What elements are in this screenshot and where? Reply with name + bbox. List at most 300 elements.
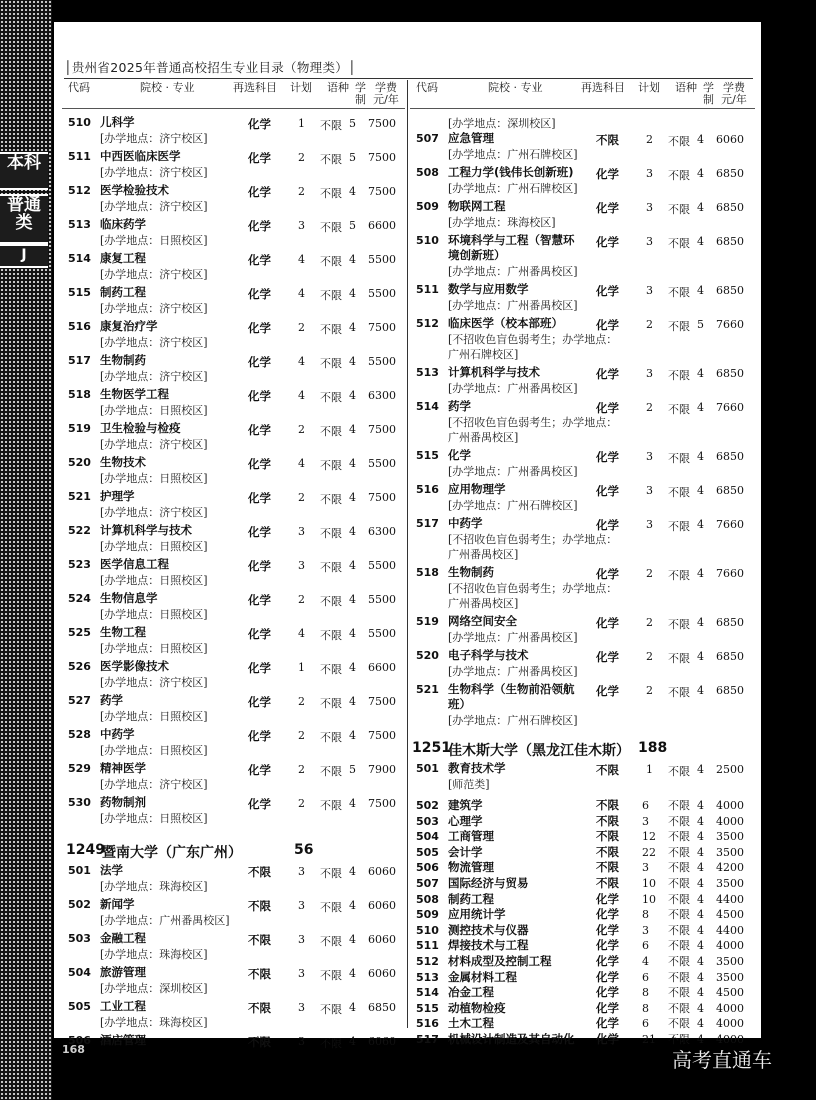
right-major-fee: 7660 [716,401,744,414]
right-major-subject: 化学 [596,284,619,298]
right-major-plan: 8 [642,908,649,922]
left-major-location: [办学地点：日照校区] [100,540,208,553]
left-major-subject: 不限 [248,1001,271,1015]
right-major-row-compact [410,892,755,907]
institution-total: 188 [638,740,668,756]
right-major-fee: 2500 [716,763,744,776]
right-major-duration: 4 [697,1001,704,1015]
left-major-duration: 4 [349,967,356,980]
right-major-name: 化学 [448,448,471,462]
right-major-language: 不限 [668,970,690,984]
right-major-row-compact [410,860,755,875]
left-hdr-subject: 再选科目 [233,81,277,94]
right-major-subject: 化学 [596,450,619,464]
right-major-plan: 2 [646,401,653,414]
right-major-duration: 4 [697,908,704,922]
left-major-code: 529 [68,762,91,775]
right-major-code: 507 [416,132,439,145]
right-major-language: 不限 [668,923,690,937]
left-major-row [62,252,405,286]
right-major-fee: 4000 [716,814,744,828]
right-major-fee: 4400 [716,892,744,906]
left-major-plan: 2 [298,593,305,606]
right-major-location: [办学地点：广州石牌校区] [448,499,578,512]
right-major-subject: 化学 [596,891,619,906]
left-major-plan: 4 [298,287,305,300]
left-major-fee: 5500 [368,593,396,606]
left-major-fee: 7500 [368,117,396,130]
left-major-code: 527 [68,694,91,707]
left-major-location: [办学地点：济宁校区] [100,200,208,213]
left-major-name: 新闻学 [100,897,135,911]
right-major-subject: 化学 [596,1016,619,1031]
right-major-plan: 2 [646,684,653,697]
right-major-row [410,399,755,444]
right-major-location-cont: 广州番禺校区] [448,597,519,610]
left-major-duration: 4 [349,185,356,198]
left-major-code: 515 [68,286,91,299]
left-major-name: 康复治疗学 [100,319,158,333]
institution-total: 56 [294,842,314,858]
left-major-duration: 4 [349,389,356,402]
left-major-plan: 3 [298,1001,305,1014]
left-major-plan: 4 [298,355,305,368]
left-major-subject: 化学 [248,559,271,573]
right-major-subject: 化学 [596,922,619,937]
right-major-location: [师范类] [448,778,490,791]
right-major-language: 不限 [668,203,690,216]
right-major-code: 514 [416,400,439,413]
left-major-language: 不限 [320,255,342,268]
right-major-duration: 4 [697,877,704,890]
right-major-plan: 22 [642,845,656,859]
right-major-plan: 10 [642,892,656,906]
right-major-code: 513 [416,970,439,984]
right-major-code: 507 [416,877,439,890]
right-major-code: 520 [416,649,439,662]
side-tab-letter: J [0,244,48,268]
left-major-subject: 化学 [248,525,271,539]
right-major-location: [办学地点：广州番禺校区] [448,631,578,644]
right-major-code: 512 [416,317,439,330]
left-major-language: 不限 [320,221,342,234]
right-major-fee: 7660 [716,318,744,331]
right-major-language: 不限 [668,169,690,182]
right-major-language: 不限 [668,908,690,922]
right-major-name: 材料成型及控制工程 [448,954,552,968]
right-major-row-compact [410,970,755,985]
left-major-name: 药物制剂 [100,795,146,809]
right-major-name: 国际经济与贸易 [448,876,529,890]
right-major-name: 应急管理 [448,131,494,145]
left-major-plan: 3 [298,899,305,912]
right-major-fee: 3500 [716,970,744,984]
left-major-language: 不限 [320,493,342,506]
left-major-row [62,966,405,1000]
left-major-location: [办学地点：深圳校区] [100,982,208,995]
right-major-name: 工程力学(钱伟长创新班) [448,165,574,179]
left-major-fee: 5500 [368,355,396,368]
left-major-plan: 2 [298,491,305,504]
left-major-subject: 化学 [248,661,271,675]
left-major-fee: 6060 [368,899,396,912]
right-major-fee: 3500 [716,845,744,859]
left-major-language: 不限 [320,119,342,132]
right-major-code: 517 [416,517,439,530]
right-major-subject: 化学 [596,401,619,415]
left-major-subject: 化学 [248,253,271,267]
right-major-subject: 化学 [596,484,619,498]
right-major-code: 512 [416,955,439,968]
left-major-row [62,150,405,184]
right-major-duration: 4 [697,450,704,463]
right-major-name: 土木工程 [448,1016,494,1031]
left-major-duration: 4 [349,457,356,470]
left-major-subject: 不限 [248,865,271,879]
left-major-fee: 7500 [368,151,396,164]
left-major-row [62,660,405,694]
left-major-subject: 不限 [248,933,271,947]
left-major-code: 510 [68,116,91,129]
left-major-language: 不限 [320,425,342,438]
left-major-code: 501 [68,864,91,877]
left-major-language: 不限 [320,663,342,676]
page-number: 168 [62,1043,85,1056]
left-hdr-lang: 语种 [327,81,349,94]
right-major-location: [办学地点：广州番禺校区] [448,665,578,678]
left-major-location: [办学地点：广州番禺校区] [100,914,230,927]
right-major-code: 508 [416,892,439,906]
right-major-fee: 3500 [716,877,744,890]
left-major-row [62,762,405,796]
left-major-code: 516 [68,320,91,333]
left-major-plan: 3 [298,525,305,538]
right-major-duration: 4 [697,367,704,380]
right-major-location: [办学地点：广州番禺校区] [448,265,578,278]
left-major-duration: 4 [349,491,356,504]
right-major-plan: 6 [642,970,649,984]
left-major-language: 不限 [320,969,342,982]
right-major-language: 不限 [668,686,690,699]
right-hdr-duration: 学制 [703,81,714,106]
left-major-plan: 2 [298,423,305,436]
right-major-name: 心理学 [448,813,483,828]
right-major-language: 不限 [668,486,690,499]
left-hdr-rule [62,108,405,109]
right-major-fee: 4500 [716,986,744,1000]
left-major-duration: 4 [349,933,356,946]
left-major-fee: 6300 [368,525,396,538]
left-major-location: [办学地点：日照校区] [100,744,208,757]
right-major-row-compact [410,923,755,938]
right-major-name: 会计学 [448,844,483,859]
right-major-language: 不限 [668,652,690,665]
right-major-subject: 化学 [596,938,619,953]
right-major-language: 不限 [668,877,690,890]
right-major-fee: 4000 [716,939,744,953]
left-major-row [62,694,405,728]
right-major-subject: 不限 [596,860,619,875]
right-major-subject: 化学 [596,318,619,332]
right-major-code: 513 [416,366,439,379]
left-major-plan: 2 [298,729,305,742]
left-major-fee: 5500 [368,253,396,266]
right-major-duration: 4 [697,763,704,776]
left-major-subject: 不限 [248,899,271,913]
left-major-subject: 化学 [248,593,271,607]
right-major-name: 建筑学 [448,798,483,812]
left-hdr-fee: 学费元/年 [373,81,399,106]
right-major-duration: 4 [697,799,704,812]
left-major-fee: 5500 [368,559,396,572]
left-hdr-plan: 计划 [290,81,312,94]
left-major-fee: 6600 [368,219,396,232]
left-major-duration: 4 [349,1001,356,1014]
left-major-row [62,796,405,830]
left-major-subject: 化学 [248,695,271,709]
left-major-row [62,898,405,932]
right-major-row-compact [410,1001,755,1016]
left-major-fee: 7500 [368,491,396,504]
right-major-name: 生物制药 [448,565,494,579]
right-major-language: 不限 [668,861,690,875]
right-major-location: [办学地点：广州石牌校区] [448,182,578,195]
left-major-name: 计算机科学与技术 [100,523,192,537]
right-major-fee: 3500 [716,955,744,968]
left-major-fee: 7500 [368,729,396,742]
left-major-name: 儿科学 [100,115,135,129]
right-major-subject: 化学 [596,1000,619,1015]
left-major-plan: 1 [298,661,305,674]
right-major-location: [不招收色盲色弱考生；办学地点： [448,333,618,346]
right-major-duration: 4 [697,845,704,859]
right-major-language: 不限 [668,955,690,968]
right-major-name: 金属材料工程 [448,969,517,984]
right-major-name: 冶金工程 [448,985,494,1000]
right-hdr-rule [410,108,755,109]
right-major-row [410,449,755,483]
right-major-duration: 4 [697,861,704,875]
right-major-duration: 4 [697,167,704,180]
left-major-code: 512 [68,184,91,197]
right-major-subject: 不限 [596,876,619,890]
right-major-location: [办学地点：珠海校区] [448,216,556,229]
right-major-subject: 化学 [596,235,619,249]
right-major-code: 502 [416,799,439,812]
left-major-language: 不限 [320,187,342,200]
right-major-name: 数学与应用数学 [448,282,529,296]
left-major-name: 康复工程 [100,251,146,265]
right-major-location: [办学地点：广州石牌校区] [448,148,578,161]
right-major-row-compact [410,829,755,844]
left-major-location: [办学地点：济宁校区] [100,676,208,689]
right-major-code: 516 [416,1017,439,1031]
right-major-plan: 2 [646,650,653,663]
right-major-row-compact [410,845,755,860]
right-major-row [410,516,755,561]
left-major-row [62,626,405,660]
right-major-plan: 8 [642,986,649,1000]
right-major-language: 不限 [668,799,690,812]
right-major-duration: 4 [697,892,704,906]
right-major-fee: 6850 [716,616,744,629]
left-major-plan: 3 [298,559,305,572]
left-major-row [62,558,405,592]
left-major-duration: 5 [349,117,356,130]
left-major-location: [办学地点：珠海校区] [100,880,208,893]
right-major-code: 515 [416,1001,439,1015]
right-major-language: 不限 [668,369,690,382]
right-major-duration: 4 [697,939,704,953]
left-major-subject: 化学 [248,423,271,437]
right-major-plan: 3 [642,814,649,828]
left-major-language: 不限 [320,935,342,948]
left-major-subject: 化学 [248,219,271,233]
page-title: 贵州省2025年普通高校招生专业目录（物理类） [71,60,349,75]
left-major-code: 530 [68,796,91,809]
right-major-name: 电子科学与技术 [448,648,529,662]
left-major-location: [办学地点：济宁校区] [100,302,208,315]
left-major-code: 521 [68,490,91,503]
right-major-row [410,615,755,649]
right-major-plan: 3 [642,861,649,875]
right-major-language: 不限 [668,286,690,299]
right-major-fee: 7660 [716,567,744,580]
right-major-subject: 化学 [596,167,619,181]
right-major-fee: 4000 [716,799,744,812]
left-major-row [62,184,405,218]
left-major-name: 医学检验技术 [100,183,169,197]
right-major-duration: 4 [697,986,704,1000]
right-major-row [410,565,755,610]
right-major-code: 504 [416,830,439,844]
right-major-duration: 5 [697,318,704,331]
left-major-fee: 6060 [368,967,396,980]
left-major-name: 生物医学工程 [100,387,169,401]
right-major-location: [办学地点：广州番禺校区] [448,382,578,395]
right-major-language: 不限 [668,1033,690,1046]
right-major-language: 不限 [668,320,690,333]
right-major-plan: 6 [642,939,649,953]
institution-header-jiamusi [410,740,755,760]
left-major-plan: 3 [298,219,305,232]
left-major-plan: 3 [298,967,305,980]
right-major-duration: 4 [697,484,704,497]
right-major-plan: 2 [646,567,653,580]
left-major-location: [办学地点：日照校区] [100,710,208,723]
left-major-fee: 6850 [368,1001,396,1014]
left-major-row [62,592,405,626]
left-major-language: 不限 [320,1003,342,1016]
left-major-code: 526 [68,660,91,673]
left-major-duration: 4 [349,899,356,912]
right-major-row [410,682,755,727]
right-major-duration: 4 [697,518,704,531]
right-column [410,80,755,1046]
right-major-row-compact [410,814,755,829]
left-major-fee: 5500 [368,457,396,470]
right-major-code: 517 [416,1033,439,1046]
left-major-language: 不限 [320,391,342,404]
left-hdr-code: 代码 [68,81,90,94]
right-major-code: 510 [416,923,439,937]
left-major-name: 中西医临床医学 [100,149,181,163]
left-major-row [62,354,405,388]
left-major-language: 不限 [320,765,342,778]
right-major-language: 不限 [668,1001,690,1015]
left-major-duration: 4 [349,253,356,266]
left-major-duration: 4 [349,1035,356,1048]
left-major-duration: 4 [349,627,356,640]
right-major-duration: 4 [697,684,704,697]
left-major-subject: 化学 [248,491,271,505]
right-major-fee: 6850 [716,650,744,663]
right-hdr-plan: 计划 [638,81,660,94]
right-major-code: 516 [416,483,439,496]
right-major-duration: 4 [697,616,704,629]
left-major-duration: 4 [349,729,356,742]
left-major-location: [办学地点：日照校区] [100,642,208,655]
left-major-code: 514 [68,252,91,265]
left-major-fee: 6060 [368,865,396,878]
right-major-name: 计算机科学与技术 [448,365,540,379]
right-major-language: 不限 [668,830,690,844]
right-major-row-compact [410,876,755,891]
left-major-row [62,456,405,490]
left-major-subject: 化学 [248,185,271,199]
left-major-name: 精神医学 [100,761,146,775]
left-major-name: 生物信息学 [100,591,158,605]
left-major-subject: 化学 [248,355,271,369]
left-major-row [62,728,405,762]
right-major-code: 503 [416,814,439,828]
left-major-name: 临床药学 [100,217,146,231]
left-major-subject: 化学 [248,151,271,165]
left-major-plan: 3 [298,865,305,878]
right-major-location: [不招收色盲色弱考生；办学地点： [448,582,618,595]
left-major-code: 517 [68,354,91,367]
right-hdr-school: 院校 · 专业 [488,81,543,94]
right-major-subject: 化学 [596,567,619,581]
right-major-plan: 3 [642,923,649,937]
right-major-row-compact [410,798,755,813]
right-major-name: 工商管理 [448,829,494,844]
left-major-location: [办学地点：济宁校区] [100,268,208,281]
right-major-duration: 4 [697,567,704,580]
institution-code: 1249 [66,842,105,858]
right-major-name: 生物科学（生物前沿领航 [448,682,575,696]
left-major-name: 旅游管理 [100,965,146,979]
right-major-fee: 4400 [716,923,744,937]
right-major-name: 中药学 [448,516,483,530]
left-major-fee: 6300 [368,389,396,402]
left-major-duration: 4 [349,797,356,810]
right-major-fee: 6850 [716,284,744,297]
right-major-row-compact [410,907,755,922]
left-major-code: 506 [68,1034,91,1047]
left-major-duration: 4 [349,559,356,572]
left-major-subject: 化学 [248,321,271,335]
right-hdr-subject: 再选科目 [581,81,625,94]
left-major-plan: 2 [298,695,305,708]
right-hdr-fee: 学费元/年 [721,81,747,106]
right-major-name-cont: 境创新班） [448,248,506,262]
right-major-name-cont: 班） [448,697,471,711]
right-major-language: 不限 [668,765,690,778]
left-major-row [62,286,405,320]
left-major-code: 518 [68,388,91,401]
right-major-code: 509 [416,908,439,922]
